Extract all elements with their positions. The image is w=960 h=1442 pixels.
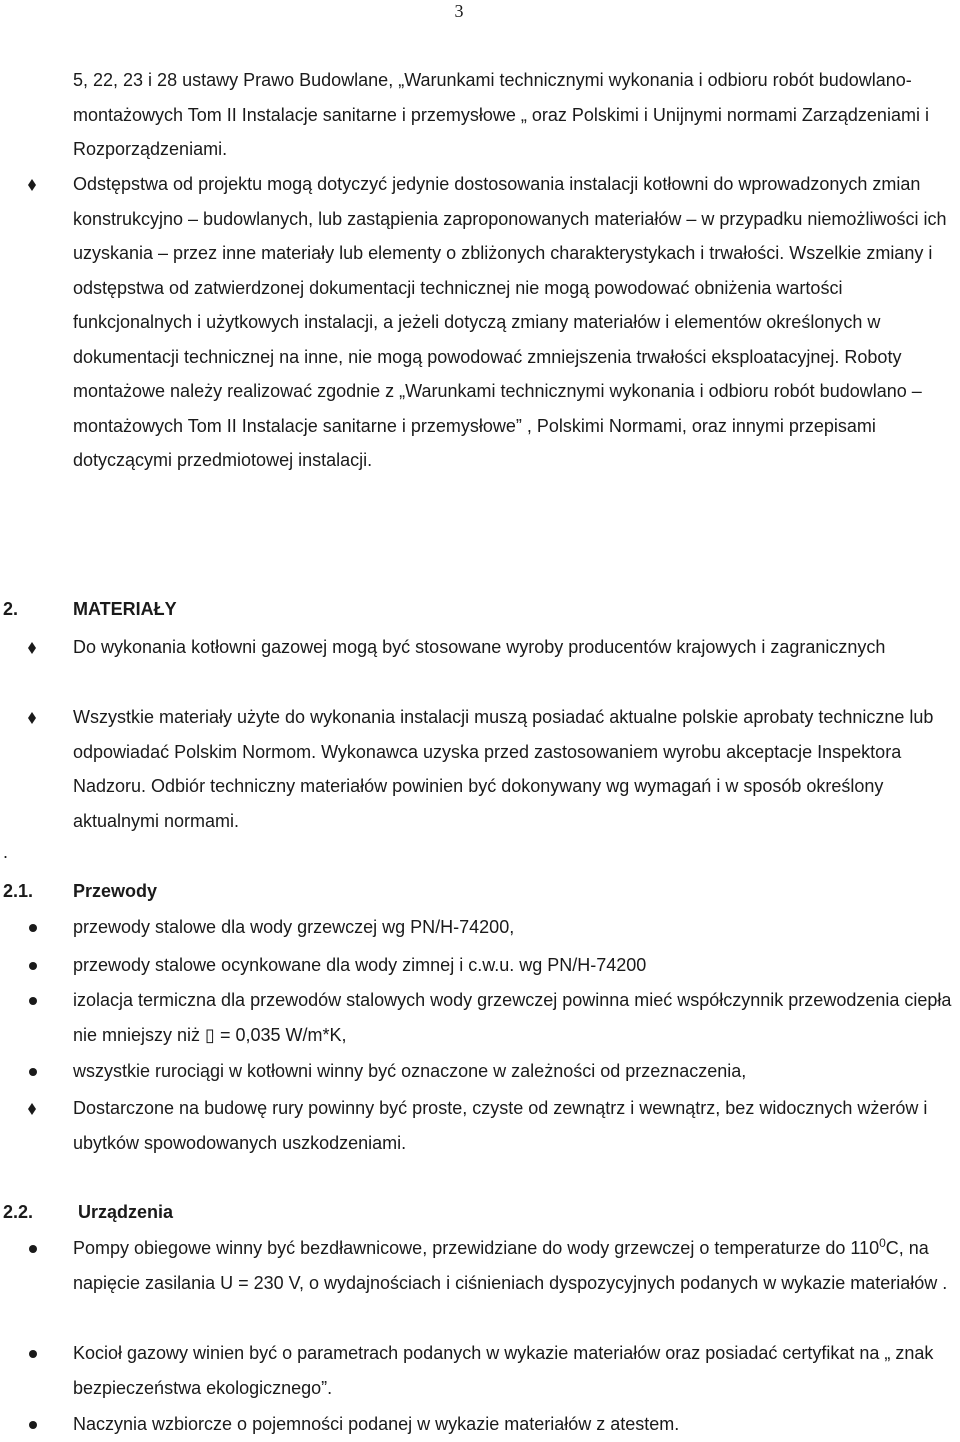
dot-icon (29, 1245, 37, 1253)
list-item (73, 167, 956, 478)
section-title: Urządzenia (78, 1202, 174, 1222)
section-number: 2.1. (3, 881, 34, 901)
dot-icon (29, 1068, 37, 1076)
dot-icon (29, 962, 37, 970)
diamond-icon (28, 712, 36, 724)
list-item-text: Wszystkie materiały użyte do wykonania instalacji muszą posiadać aktualne polskie aprobaty techniczne lub odpowiadać Polskim Normom. Wykonawca uzyska przed zastosowaniem wyrobu akceptacje Inspektora Nadzoru. Odbiór techniczny materiałów powinien być dokonywany wg wymagań i w sposób określony aktualnymi normami. (73, 707, 934, 831)
list-item-text: przewody stalowe dla wody grzewczej wg PN/H-74200, (73, 917, 515, 937)
list-item-text: Do wykonania kotłowni gazowej mogą być stosowane wyroby producentów krajowych i zagranicznych (73, 637, 886, 657)
intro-paragraph (73, 63, 948, 167)
diamond-icon (28, 1103, 36, 1115)
list-item-text-after: C, na napięcie zasilania U = 230 V, o wydajnościach i ciśnieniach dyspozycyjnych podanych w wykazie materiałów . (73, 1238, 948, 1293)
list-item-text: Dostarczone na budowę rury powinny być proste, czyste od zewnątrz i wewnątrz, bez widocznych wżerów i ubytków spowodowanych uszkodzeniami. (73, 1098, 928, 1153)
list-item-text: przewody stalowe ocynkowane dla wody zimnej i c.w.u. wg PN/H-74200 (73, 955, 647, 975)
list-item (73, 1231, 956, 1300)
list-item (73, 1091, 956, 1160)
diamond-icon (28, 642, 36, 654)
section-title: MATERIAŁY (73, 599, 177, 619)
superscript-degree: 0 (879, 1236, 886, 1250)
list-item-text-before: Pompy obiegowe winny być bezdławnicowe, przewidziane do wody grzewczej o temperaturze do 110 (73, 1238, 880, 1258)
list-item-text: Naczynia wzbiorcze o pojemności podanej w wykazie materiałów z atestem. (73, 1414, 680, 1434)
dot-icon (29, 924, 37, 932)
list-item (73, 983, 956, 1052)
list-item (73, 948, 956, 983)
list-item (73, 910, 956, 945)
section-title: Przewody (73, 881, 158, 901)
list-item (73, 630, 956, 665)
list-item-text: wszystkie rurociągi w kotłowni winny być oznaczone w zależności od przeznaczenia, (73, 1061, 747, 1081)
list-item (73, 1336, 956, 1405)
page-number: 3 (454, 1, 464, 21)
list-item-text: Odstępstwa od projektu mogą dotyczyć jedynie dostosowania instalacji kotłowni do wprowadzonych zmian konstrukcyjno – budowlanych, lub zastąpienia zaproponowanych materiałów – w przypadku niemożliwości ich uzyskania – przez inne materiały lub elementy o zbliżonych charakterystykach i trwałości. Wszelkie zmiany i odstępstwa od zatwierdzonej dokumentacji technicznej nie mogą powodować obniżenia wartości funkcjonalnych i użytkowych instalacji, a jeżeli dotyczą zmiany materiałów i elementów określonych w dokumentacji technicznej na inne, nie mogą powodować zmniejszenia trwałości eksploatacyjnej. Roboty montażowe należy realizować zgodnie z „Warunkami technicznymi wykonania i odbioru robót budowlano – montażowych Tom II Instalacje sanitarne i przemysłowe” , Polskimi Normami, oraz innymi przepisami dotyczącymi przedmiotowej instalacji. (73, 174, 947, 470)
list-item (73, 1407, 956, 1442)
dot-icon (29, 997, 37, 1005)
section-number: 2.2. (3, 1202, 34, 1222)
section-number: 2. (3, 599, 19, 619)
intro-text: 5, 22, 23 i 28 ustawy Prawo Budowlane, „Warunkami technicznymi wykonania i odbioru robót budowlano-montażowych Tom II Instalacje sanitarne i przemysłowe „ oraz Polskimi i Unijnymi normami Zarządzeniami i Rozporządzeniami. (73, 70, 929, 159)
dot-icon (29, 1421, 37, 1429)
list-item-text: Kocioł gazowy winien być o parametrach podanych w wykazie materiałów oraz posiadać certyfikat na „ znak bezpieczeństwa ekologicznego”. (73, 1343, 934, 1398)
list-item (73, 700, 956, 838)
stray-mark: . (3, 842, 9, 862)
list-item (73, 1054, 956, 1089)
dot-icon (29, 1350, 37, 1358)
list-item-text: izolacja termiczna dla przewodów stalowych wody grzewczej powinna mieć współczynnik przewodzenia ciepła nie mniejszy niż ▯ = 0,035 W/m*K, (73, 990, 952, 1045)
diamond-icon (28, 179, 36, 191)
